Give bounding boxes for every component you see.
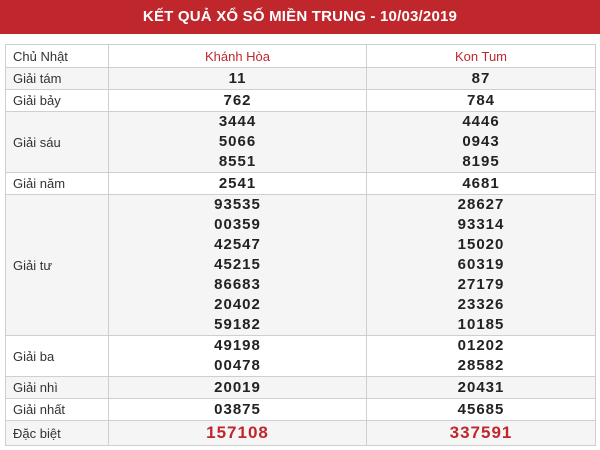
prize-number: 20402: [214, 296, 261, 313]
kon-tum-cell: [367, 68, 596, 90]
table-row: [6, 421, 596, 446]
table-row: [6, 377, 596, 399]
prize-number: 28627: [457, 196, 505, 213]
prize-number: 0943: [462, 133, 500, 150]
prize-number: 762: [223, 91, 252, 109]
kon-tum-cell: [367, 377, 596, 399]
prize-number: 8195: [462, 153, 500, 170]
prize-number: 45685: [457, 400, 505, 418]
prize-number: 93535: [214, 196, 261, 213]
prize-number: 3444: [218, 113, 257, 130]
kon-tum-cell: [367, 173, 596, 195]
prize-label: Đặc biệt: [6, 421, 109, 446]
prize-number: 15020: [457, 236, 505, 253]
prize-number: 60319: [457, 256, 505, 273]
prize-number: 2541: [218, 174, 257, 192]
kon-tum-cell: [367, 421, 596, 446]
prize-number: 8551: [218, 153, 257, 170]
prize-number: 86683: [214, 276, 261, 293]
prize-number: 00478: [214, 357, 261, 374]
prize-number: 4681: [462, 174, 500, 192]
khanh-hoa-cell: [109, 336, 367, 377]
prize-label: Giải tư: [6, 195, 109, 336]
prize-number: 4446: [462, 113, 500, 130]
khanh-hoa-cell: [109, 421, 367, 446]
table-row: [6, 90, 596, 112]
province-header-khanh-hoa: Khánh Hòa: [109, 45, 367, 68]
prize-label: Giải năm: [6, 173, 109, 195]
prize-number: 93314: [457, 216, 505, 233]
prize-label: Giải nhì: [6, 377, 109, 399]
special-prize-number: 157108: [206, 423, 269, 442]
prize-number: 28582: [457, 357, 505, 374]
khanh-hoa-cell: [109, 68, 367, 90]
khanh-hoa-cell: [109, 173, 367, 195]
prize-label: Giải sáu: [6, 112, 109, 173]
khanh-hoa-cell: [109, 112, 367, 173]
khanh-hoa-cell: [109, 195, 367, 336]
day-header: Chủ Nhật: [6, 45, 109, 68]
kon-tum-cell: [367, 399, 596, 421]
prize-label: Giải nhất: [6, 399, 109, 421]
table-row: [6, 195, 596, 336]
prize-number: 23326: [457, 296, 505, 313]
kon-tum-cell: [367, 90, 596, 112]
table-header-row: [6, 45, 596, 68]
table-row: [6, 336, 596, 377]
kon-tum-cell: [367, 336, 596, 377]
prize-number: 03875: [214, 400, 261, 418]
khanh-hoa-cell: [109, 399, 367, 421]
prize-number: 42547: [214, 236, 261, 253]
prize-number: 27179: [457, 276, 505, 293]
prize-number: 20431: [457, 378, 505, 396]
prize-number: 20019: [214, 378, 261, 396]
table-row: [6, 399, 596, 421]
table-row: [6, 173, 596, 195]
special-prize-number: 337591: [449, 423, 513, 442]
kon-tum-cell: [367, 195, 596, 336]
table-row: [6, 68, 596, 90]
page-title: KẾT QUẢ XỔ SỐ MIỀN TRUNG - 10/03/2019: [142, 8, 458, 25]
khanh-hoa-cell: [109, 90, 367, 112]
prize-number: 00359: [214, 216, 261, 233]
prize-number: 49198: [214, 337, 261, 354]
page-title-banner: [0, 0, 600, 34]
prize-number: 45215: [214, 256, 261, 273]
prize-label: Giải bảy: [6, 90, 109, 112]
kon-tum-cell: [367, 112, 596, 173]
prize-number: 5066: [218, 133, 257, 150]
khanh-hoa-cell: [109, 377, 367, 399]
prize-number: 784: [466, 91, 496, 109]
results-table: [5, 44, 596, 446]
table-row: [6, 112, 596, 173]
prize-number: 11: [228, 69, 247, 87]
prize-number: 10185: [457, 316, 505, 333]
prize-label: Giải tám: [6, 68, 109, 90]
prize-number: 87: [471, 69, 491, 87]
prize-number: 59182: [214, 316, 261, 333]
prize-label: Giải ba: [6, 336, 109, 377]
province-header-kon-tum: Kon Tum: [367, 45, 596, 68]
prize-number: 01202: [457, 337, 505, 354]
